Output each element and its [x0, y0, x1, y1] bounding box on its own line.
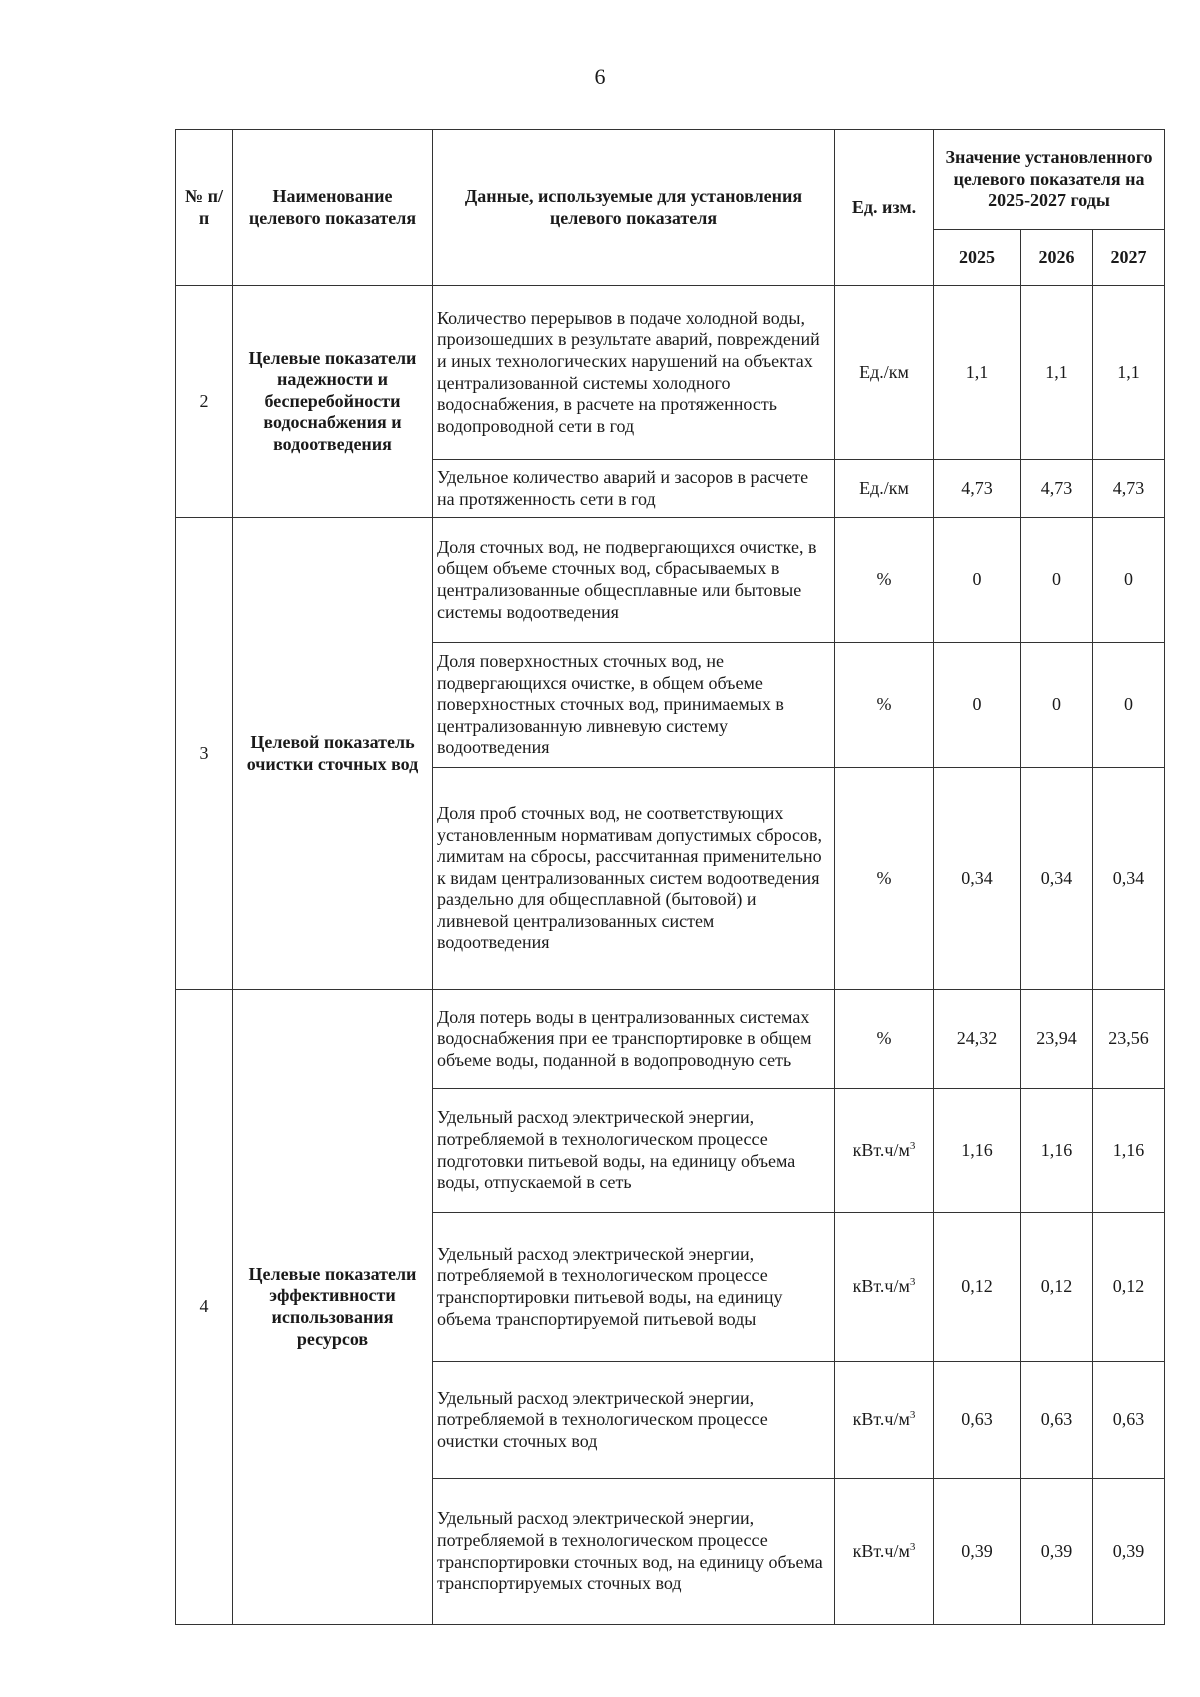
value-2025: 0,34: [934, 768, 1021, 990]
header-unit: Ед. изм.: [835, 130, 934, 286]
indicator-unit: [835, 1089, 934, 1213]
header-name: Наименование целевого показателя: [233, 130, 433, 286]
unit-superscript: 3: [909, 1139, 916, 1152]
table-row: [176, 286, 1165, 460]
value-2027: 4,73: [1093, 460, 1165, 518]
value-2027: 0,63: [1093, 1362, 1165, 1479]
indicator-unit: [835, 1362, 934, 1479]
indicator-description: Количество перерывов в подаче холодной воды, произошедших в результате аварий, повреждений и иных технологических нарушений на объектах централизованной системы холодного водоснабжения, в расчете на протяженность водопроводной сети в год: [433, 286, 835, 460]
indicator-description: Удельный расход электрической энергии, потребляемой в технологическом процессе очистки сточных вод: [433, 1362, 835, 1479]
indicator-description: Удельный расход электрической энергии, потребляемой в технологическом процессе подготовки питьевой воды, на единицу объема воды, отпускаемой в сеть: [433, 1089, 835, 1213]
unit-superscript: 3: [909, 1276, 916, 1289]
header-year: 2026: [1021, 230, 1093, 286]
indicator-unit: %: [835, 518, 934, 643]
value-2026: 0,34: [1021, 768, 1093, 990]
value-2027: 1,1: [1093, 286, 1165, 460]
indicator-description: Доля потерь воды в централизованных системах водоснабжения при ее транспортировке в общем объеме воды, поданной в водопроводную сеть: [433, 990, 835, 1089]
value-2027: 0,39: [1093, 1479, 1165, 1625]
value-2026: 0,12: [1021, 1213, 1093, 1362]
indicator-unit: [835, 1479, 934, 1625]
indicator-unit: %: [835, 768, 934, 990]
indicator-description: Удельный расход электрической энергии, потребляемой в технологическом процессе транспортировки сточных вод, на единицу объема транспортируемых сточных вод: [433, 1479, 835, 1625]
indicator-description: Удельный расход электрической энергии, потребляемой в технологическом процессе транспортировки питьевой воды, на единицу объема транспортируемой питьевой воды: [433, 1213, 835, 1362]
value-2025: 0: [934, 643, 1021, 768]
indicator-description: Удельное количество аварий и засоров в расчете на протяженность сети в год: [433, 460, 835, 518]
table-row: [176, 518, 1165, 643]
indicator-unit: Ед./км: [835, 460, 934, 518]
value-2026: 4,73: [1021, 460, 1093, 518]
value-2027: 0,34: [1093, 768, 1165, 990]
value-2025: 0: [934, 518, 1021, 643]
value-2025: 0,39: [934, 1479, 1021, 1625]
header-year: 2025: [934, 230, 1021, 286]
indicator-description: Доля проб сточных вод, не соответствующих установленным нормативам допустимых сбросов, лимитам на сбросы, рассчитанная применительно к видам централизованных систем водоотведения раздельно для общесплавной (бытовой) и ливневой централизованных систем водоотведения: [433, 768, 835, 990]
header-data: Данные, используемые для установления целевого показателя: [433, 130, 835, 286]
header-value-group: Значение установленного целевого показателя на 2025-2027 годы: [934, 130, 1165, 230]
indicator-description: Доля сточных вод, не подвергающихся очистке, в общем объеме сточных вод, сбрасываемых в централизованные общесплавные или бытовые системы водоотведения: [433, 518, 835, 643]
indicator-description: Доля поверхностных сточных вод, не подвергающихся очистке, в общем объеме поверхностных сточных вод, принимаемых в централизованную ливневую систему водоотведения: [433, 643, 835, 768]
value-2027: 0: [1093, 643, 1165, 768]
indicator-unit: %: [835, 643, 934, 768]
value-2026: 0: [1021, 518, 1093, 643]
header-year: 2027: [1093, 230, 1165, 286]
unit-text: кВт.ч/м: [852, 1139, 910, 1160]
value-2025: 1,1: [934, 286, 1021, 460]
group-number: 3: [176, 518, 233, 990]
header-num: № п/п: [176, 130, 233, 286]
value-2026: 0: [1021, 643, 1093, 768]
value-2026: 0,39: [1021, 1479, 1093, 1625]
value-2026: 23,94: [1021, 990, 1093, 1089]
target-indicators-table: [175, 129, 1165, 1625]
unit-text: кВт.ч/м: [852, 1409, 910, 1430]
indicator-unit: %: [835, 990, 934, 1089]
indicator-unit: [835, 1213, 934, 1362]
table-row: [176, 990, 1165, 1089]
group-name: Целевой показатель очистки сточных вод: [233, 518, 433, 990]
value-2027: 0,12: [1093, 1213, 1165, 1362]
value-2026: 1,16: [1021, 1089, 1093, 1213]
value-2025: 0,63: [934, 1362, 1021, 1479]
unit-text: кВт.ч/м: [852, 1276, 910, 1297]
group-number: 4: [176, 990, 233, 1625]
unit-text: кВт.ч/м: [852, 1540, 910, 1561]
value-2027: 23,56: [1093, 990, 1165, 1089]
value-2025: 4,73: [934, 460, 1021, 518]
value-2025: 24,32: [934, 990, 1021, 1089]
value-2027: 0: [1093, 518, 1165, 643]
value-2027: 1,16: [1093, 1089, 1165, 1213]
unit-superscript: 3: [909, 1540, 916, 1553]
value-2026: 1,1: [1021, 286, 1093, 460]
group-number: 2: [176, 286, 233, 518]
unit-superscript: 3: [909, 1409, 916, 1422]
value-2026: 0,63: [1021, 1362, 1093, 1479]
group-name: Целевые показатели эффективности использования ресурсов: [233, 990, 433, 1625]
page-number: 6: [594, 64, 606, 89]
group-name: Целевые показатели надежности и бесперебойности водоснабжения и водоотведения: [233, 286, 433, 518]
value-2025: 0,12: [934, 1213, 1021, 1362]
value-2025: 1,16: [934, 1089, 1021, 1213]
indicator-unit: Ед./км: [835, 286, 934, 460]
